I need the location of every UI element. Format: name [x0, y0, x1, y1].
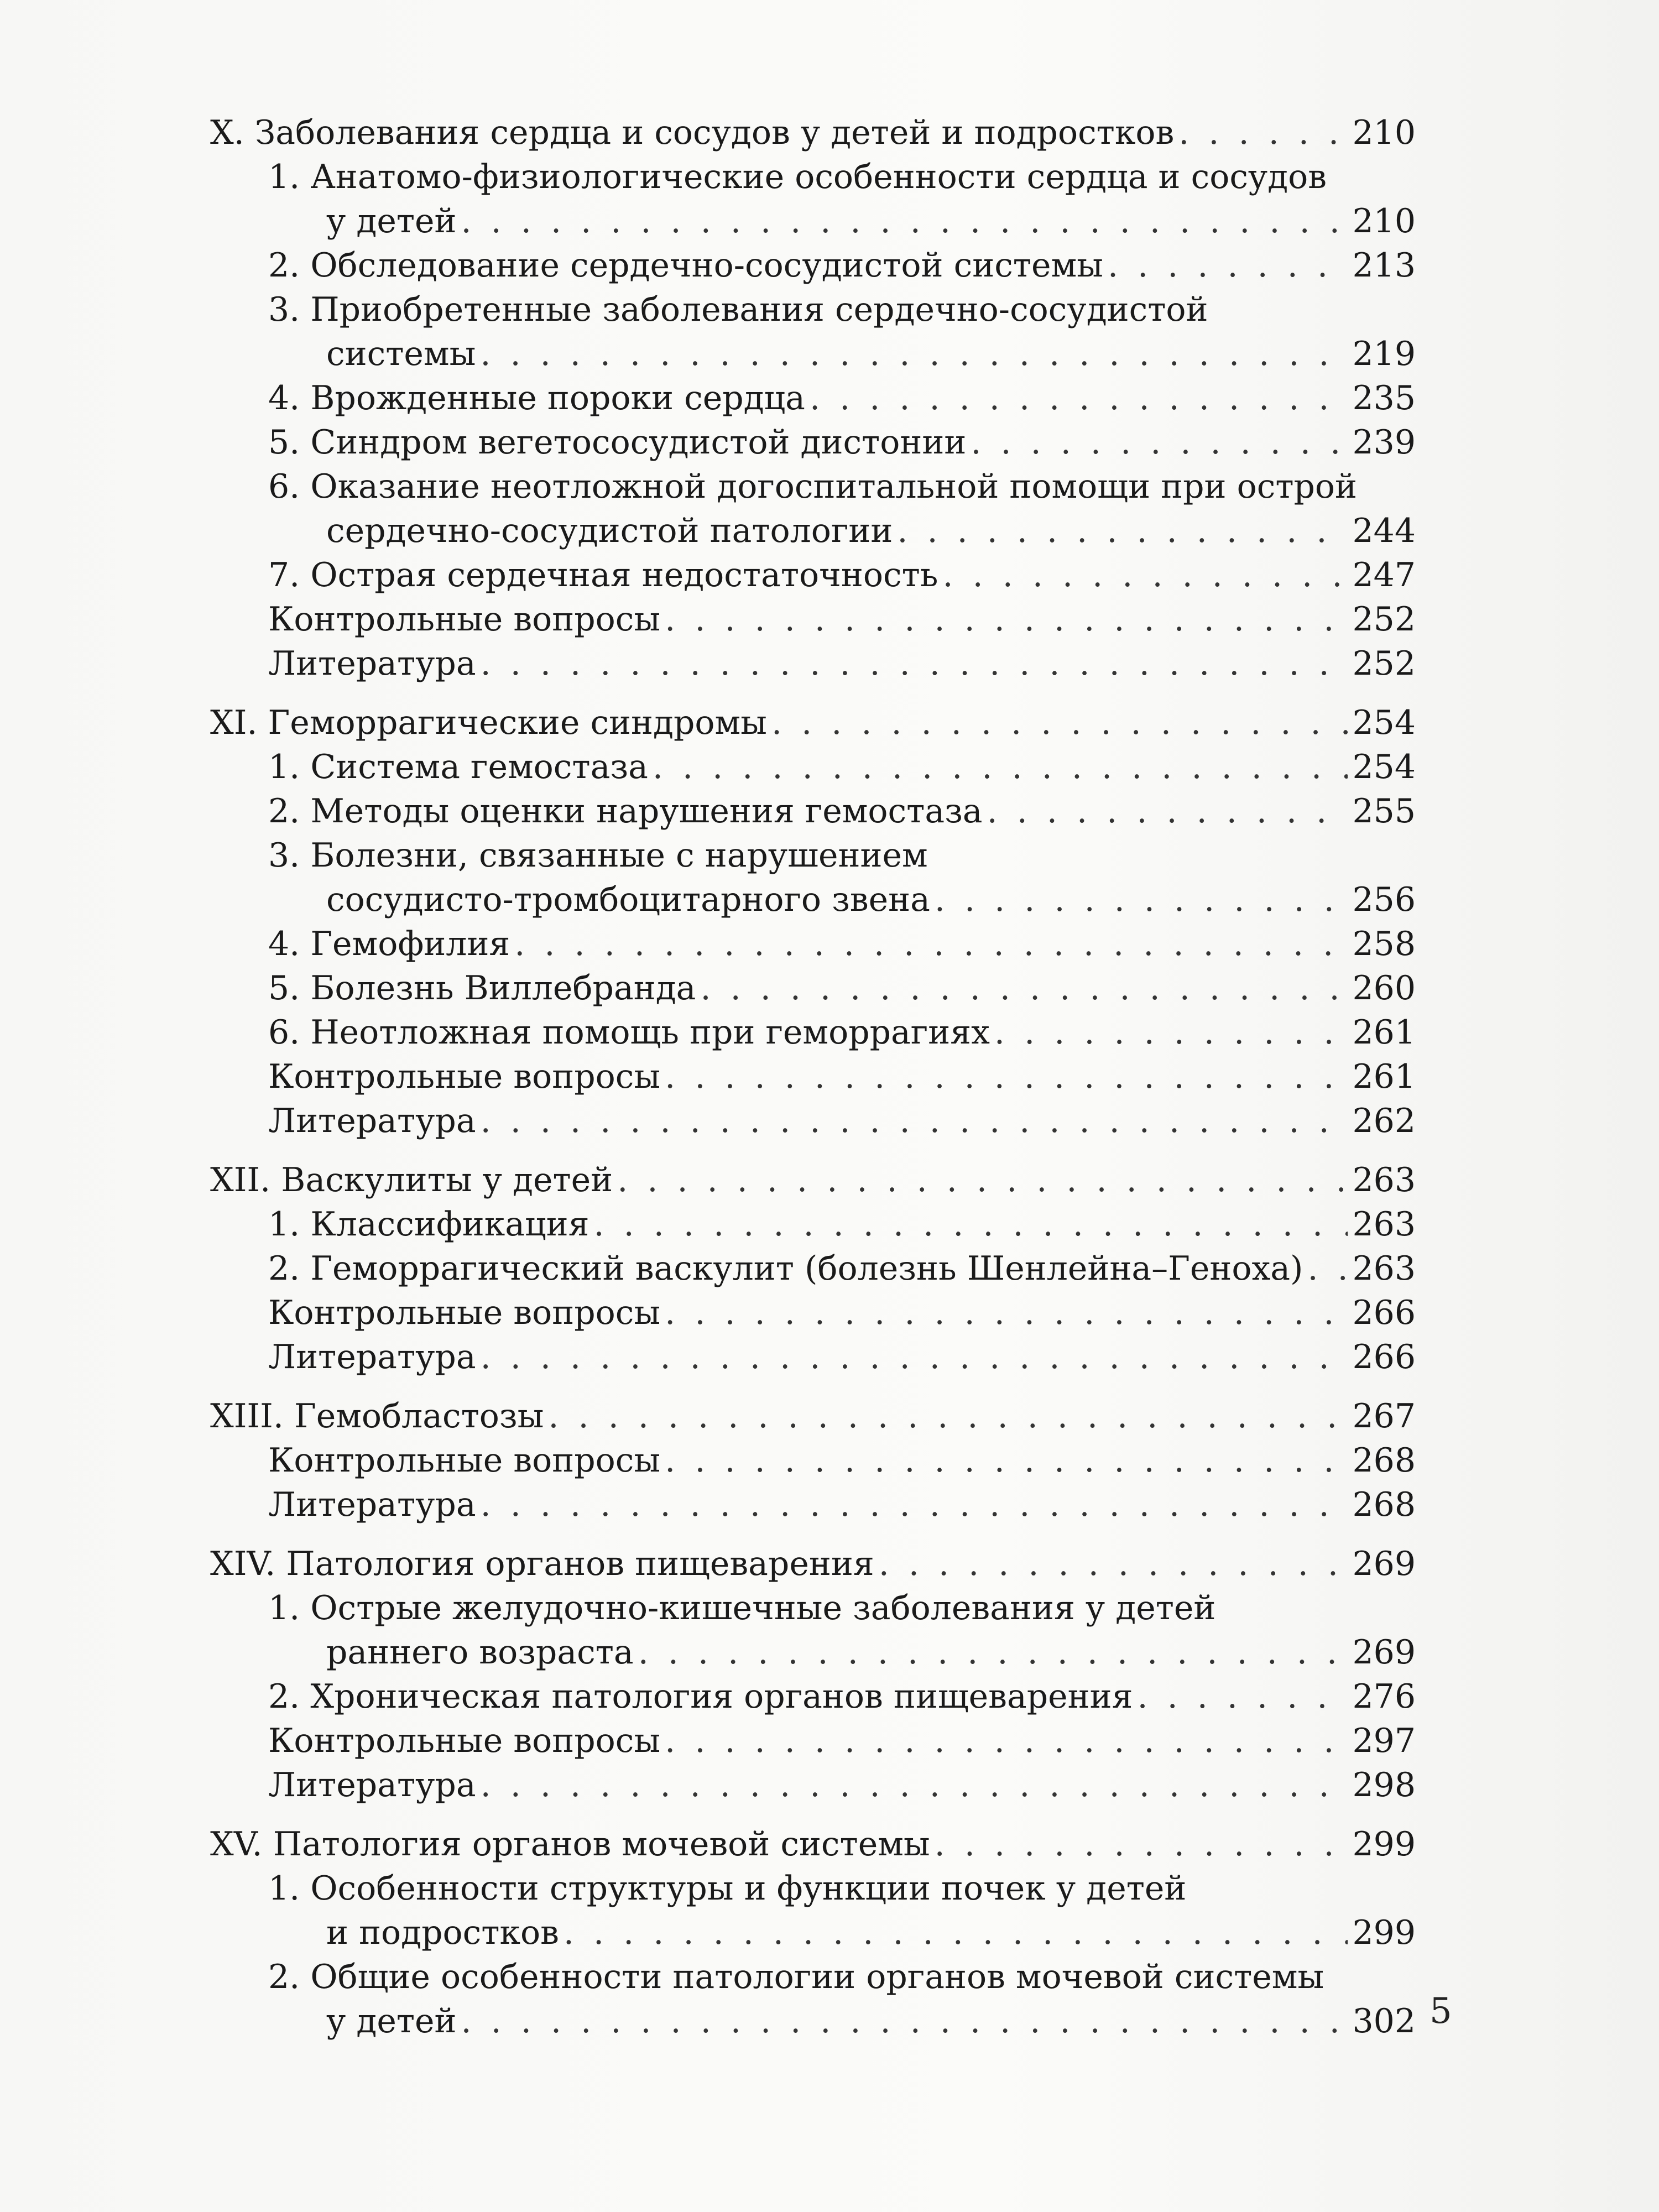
dot-leader: [594, 1202, 1348, 1246]
toc-entry: [210, 243, 1416, 288]
toc-entry-page: 247: [1352, 556, 1416, 594]
dot-leader: [1307, 1246, 1348, 1291]
toc-entry-title: раннего возраста: [326, 1633, 634, 1672]
toc-entry: [210, 597, 1416, 641]
toc-entry-page: 258: [1352, 925, 1416, 963]
toc-entry: [210, 966, 1416, 1010]
toc-entry-title: 2. Методы оценки нарушения гемостаза: [268, 792, 983, 831]
toc-entry: [210, 420, 1416, 465]
dot-leader: [994, 1010, 1348, 1055]
toc-entry-page: 263: [1352, 1205, 1416, 1244]
toc-entry: [210, 1719, 1416, 1763]
toc-entry: [210, 1542, 1416, 1586]
toc-entry: [210, 833, 1416, 878]
dot-leader: [935, 878, 1348, 922]
toc-entry-page: 261: [1352, 1013, 1416, 1052]
toc-entry-title: 5. Болезнь Виллебранда: [268, 969, 696, 1008]
toc-entry-page: 244: [1352, 512, 1416, 550]
toc-entry-page: 267: [1352, 1397, 1416, 1436]
toc-entry-page: 276: [1352, 1677, 1416, 1716]
dot-leader: [481, 1483, 1348, 1527]
toc-entry-page: 263: [1352, 1161, 1416, 1199]
toc-entry-title: сердечно-сосудистой патологии: [326, 512, 893, 550]
toc-entry-title: 4. Гемофилия: [268, 925, 510, 963]
page-number: 5: [1430, 1991, 1452, 2032]
toc-entry-page: 260: [1352, 969, 1416, 1008]
toc-entry-title: Литература: [268, 1338, 476, 1376]
dot-leader: [879, 1542, 1348, 1586]
toc-entry-page: 262: [1352, 1102, 1416, 1140]
toc-entry-title: Контрольные вопросы: [268, 600, 661, 639]
toc-entry-title: у детей: [326, 2002, 457, 2041]
toc-entry-page: 239: [1352, 423, 1416, 462]
toc-entry: [210, 1674, 1416, 1719]
dot-leader: [665, 1438, 1348, 1483]
toc-entry-page: 268: [1352, 1441, 1416, 1480]
toc-entry: [210, 1955, 1416, 1999]
toc-entry: [210, 1394, 1416, 1438]
toc-entry-title: Контрольные вопросы: [268, 1293, 661, 1332]
toc-entry-title: XIV. Патология органов пищеварения: [210, 1545, 874, 1583]
toc-entry-title: Контрольные вопросы: [268, 1441, 661, 1480]
toc-entry-title: 2. Хроническая патология органов пищеварения: [268, 1677, 1133, 1716]
dot-leader: [653, 745, 1348, 789]
toc-entry-page: 269: [1352, 1545, 1416, 1583]
dot-leader: [480, 332, 1348, 376]
toc-entry: [210, 878, 1416, 922]
dot-leader: [481, 1099, 1348, 1143]
toc-entry-title: XI. Геморрагические синдромы: [210, 703, 767, 742]
toc-entry: [210, 1010, 1416, 1055]
toc-entry: [210, 1438, 1416, 1483]
toc-entry: [210, 745, 1416, 789]
toc-entry: [210, 553, 1416, 597]
dot-leader: [942, 553, 1348, 597]
toc-entry-title: Контрольные вопросы: [268, 1721, 661, 1760]
toc-entry: [210, 1335, 1416, 1379]
dot-leader: [700, 966, 1348, 1010]
dot-leader: [638, 1630, 1348, 1674]
toc-entry-page: 219: [1352, 335, 1416, 373]
toc-entry-page: 255: [1352, 792, 1416, 831]
toc-entry: [210, 1202, 1416, 1246]
toc-entry-page: 299: [1352, 1913, 1416, 1952]
toc-entry: [210, 1999, 1416, 2043]
toc-entry: [210, 199, 1416, 243]
dot-leader: [514, 922, 1348, 966]
toc-entry: [210, 332, 1416, 376]
dot-leader: [548, 1394, 1348, 1438]
toc-entry-title: 6. Оказание неотложной догоспитальной помощи при острой: [268, 467, 1358, 506]
toc-entry: [210, 1099, 1416, 1143]
toc-entry: [210, 155, 1416, 199]
dot-leader: [987, 789, 1348, 833]
toc-entry-title: у детей: [326, 202, 457, 241]
toc-entry: [210, 1483, 1416, 1527]
toc-entry-page: 299: [1352, 1825, 1416, 1864]
toc-entry: [210, 1055, 1416, 1099]
toc-entry-title: 1. Особенности структуры и функции почек у детей: [268, 1869, 1187, 1908]
toc-entry: [210, 1630, 1416, 1674]
toc-entry: [210, 1586, 1416, 1630]
toc-entry-title: 1. Система гемостаза: [268, 748, 648, 786]
dot-leader: [1178, 111, 1348, 155]
dot-leader: [897, 509, 1348, 553]
toc-entry: [210, 789, 1416, 833]
dot-leader: [617, 1158, 1348, 1202]
toc-entry: [210, 1158, 1416, 1202]
toc-entry-page: 254: [1352, 748, 1416, 786]
toc-entry-title: 4. Врожденные пороки сердца: [268, 379, 805, 418]
table-of-contents: [210, 111, 1416, 2043]
dot-leader: [564, 1911, 1348, 1955]
toc-entry-page: 266: [1352, 1338, 1416, 1376]
toc-entry-title: 3. Болезни, связанные с нарушением: [268, 836, 928, 875]
toc-entry-page: 210: [1352, 202, 1416, 241]
toc-entry: [210, 288, 1416, 332]
toc-entry-page: 213: [1352, 246, 1416, 285]
toc-entry-title: Контрольные вопросы: [268, 1057, 661, 1096]
toc-entry-title: Литература: [268, 644, 476, 683]
toc-entry-title: 1. Острые желудочно-кишечные заболевания у детей: [268, 1589, 1216, 1627]
toc-entry-page: 298: [1352, 1766, 1416, 1804]
toc-entry-page: 302: [1352, 2002, 1416, 2041]
toc-entry: [210, 1866, 1416, 1911]
dot-leader: [481, 1763, 1348, 1807]
toc-entry-page: 256: [1352, 880, 1416, 919]
toc-entry-page: 269: [1352, 1633, 1416, 1672]
dot-leader: [935, 1822, 1348, 1866]
toc-entry-page: 297: [1352, 1721, 1416, 1760]
dot-leader: [1108, 243, 1348, 288]
toc-entry-title: XV. Патология органов мочевой системы: [210, 1825, 930, 1864]
toc-entry-title: 2. Обследование сердечно-сосудистой системы: [268, 246, 1103, 285]
toc-entry: [210, 1246, 1416, 1291]
toc-entry-title: 5. Синдром вегетососудистой дистонии: [268, 423, 967, 462]
toc-entry: [210, 641, 1416, 686]
toc-entry-page: 235: [1352, 379, 1416, 418]
dot-leader: [1137, 1674, 1348, 1719]
dot-leader: [971, 420, 1348, 465]
toc-entry-page: 266: [1352, 1293, 1416, 1332]
dot-leader: [461, 199, 1348, 243]
toc-entry-title: X. Заболевания сердца и сосудов у детей и подростков: [210, 113, 1175, 152]
toc-entry-title: системы: [326, 335, 476, 373]
toc-entry-title: и подростков: [326, 1913, 559, 1952]
toc-entry-page: 252: [1352, 644, 1416, 683]
dot-leader: [665, 1719, 1348, 1763]
toc-entry-title: Литература: [268, 1766, 476, 1804]
toc-entry-page: 261: [1352, 1057, 1416, 1096]
toc-entry: [210, 1822, 1416, 1866]
toc-entry-title: XII. Васкулиты у детей: [210, 1161, 613, 1199]
toc-entry: [210, 465, 1416, 509]
toc-entry: [210, 376, 1416, 420]
toc-entry-title: Литература: [268, 1485, 476, 1524]
toc-entry: [210, 1291, 1416, 1335]
dot-leader: [481, 641, 1348, 686]
toc-entry-page: 252: [1352, 600, 1416, 639]
toc-entry: [210, 1911, 1416, 1955]
toc-entry-title: сосудисто-тромбоцитарного звена: [326, 880, 930, 919]
toc-entry-title: 1. Классификация: [268, 1205, 589, 1244]
toc-entry-title: 7. Острая сердечная недостаточность: [268, 556, 938, 594]
toc-entry-page: 210: [1352, 113, 1416, 152]
dot-leader: [810, 376, 1348, 420]
toc-entry: [210, 509, 1416, 553]
toc-entry-page: 268: [1352, 1485, 1416, 1524]
dot-leader: [461, 1999, 1348, 2043]
toc-entry: [210, 111, 1416, 155]
toc-entry: [210, 1763, 1416, 1807]
dot-leader: [665, 1055, 1348, 1099]
toc-entry-title: 2. Геморрагический васкулит (болезнь Шенлейна–Геноха): [268, 1249, 1303, 1288]
toc-entry-page: 254: [1352, 703, 1416, 742]
toc-entry-page: 263: [1352, 1249, 1416, 1288]
toc-entry-title: Литература: [268, 1102, 476, 1140]
toc-entry-title: 3. Приобретенные заболевания сердечно-сосудистой: [268, 290, 1208, 329]
toc-entry-title: XIII. Гемобластозы: [210, 1397, 544, 1436]
toc-entry-title: 1. Анатомо-физиологические особенности сердца и сосудов: [268, 158, 1327, 196]
dot-leader: [771, 701, 1348, 745]
dot-leader: [665, 597, 1348, 641]
toc-entry-title: 2. Общие особенности патологии органов мочевой системы: [268, 1958, 1324, 1996]
toc-entry: [210, 701, 1416, 745]
dot-leader: [665, 1291, 1348, 1335]
toc-entry-title: 6. Неотложная помощь при геморрагиях: [268, 1013, 990, 1052]
toc-entry: [210, 922, 1416, 966]
dot-leader: [481, 1335, 1348, 1379]
